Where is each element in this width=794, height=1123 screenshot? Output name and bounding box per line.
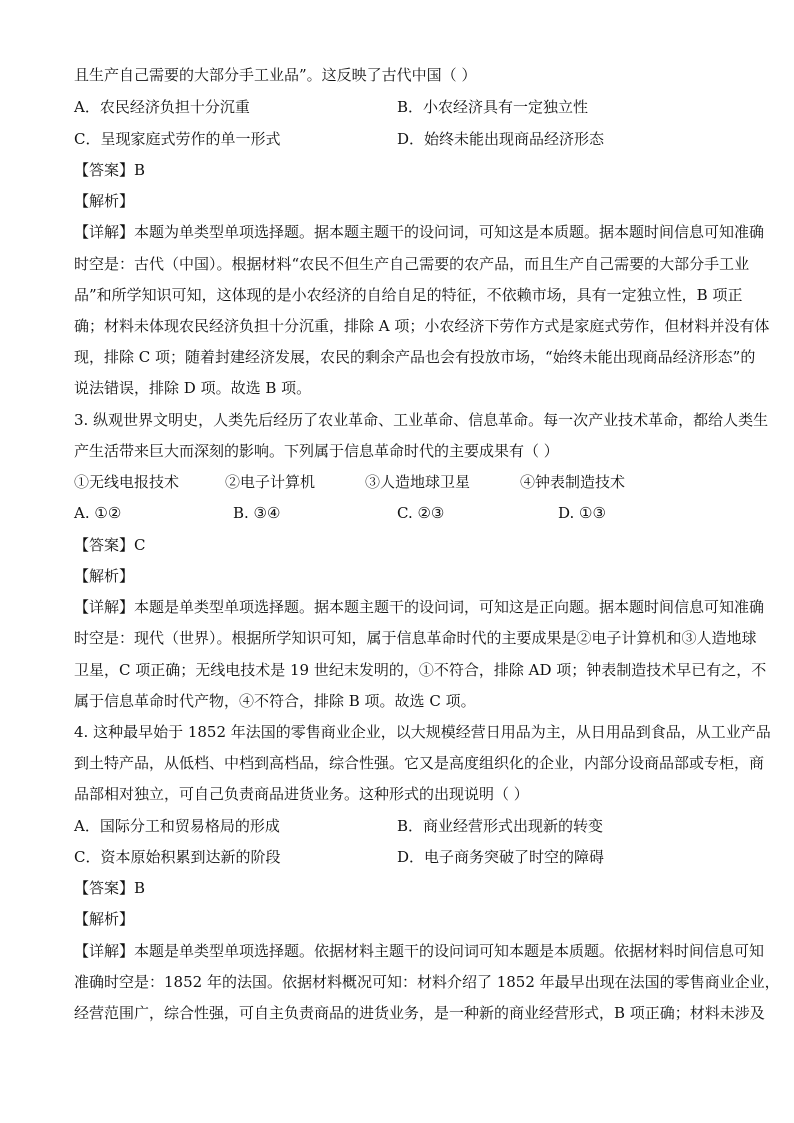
option-b: B. ③④ bbox=[233, 504, 281, 522]
answer-label: 【答案】C bbox=[74, 536, 146, 554]
analysis-label: 【解析】 bbox=[74, 567, 135, 585]
option-c: C．资本原始积累到达新的阶段 bbox=[74, 848, 281, 866]
option-a: A．国际分工和贸易格局的形成 bbox=[74, 817, 280, 835]
detail-line: 卫星，C 项正确；无线电技术是 19 世纪末发明的，①不符合，排除 AD 项；钟表制造技术早已有之，不 bbox=[74, 661, 767, 679]
option-c: C. ②③ bbox=[397, 504, 445, 522]
option-b: B．商业经营形式出现新的转变 bbox=[397, 817, 604, 835]
question-stem-line: 3. 纵观世界文明史，人类先后经历了农业革命、工业革命、信息革命。每一次产业技术革命，都给人类生 bbox=[74, 411, 769, 429]
option-b: B．小农经济具有一定独立性 bbox=[397, 98, 589, 116]
option-d: D. ①③ bbox=[558, 504, 606, 522]
question-stem-line: 4. 这种最早始于 1852 年法国的零售商业企业，以大规模经营日用品为主，从日用品到食品，从工业产品 bbox=[74, 723, 771, 741]
option-a: A. ①② bbox=[74, 504, 122, 522]
option-a: A．农民经济负担十分沉重 bbox=[74, 98, 250, 116]
question-stem-line: 品部相对独立，可自己负责商品进货业务。这种形式的出现说明（ ） bbox=[74, 785, 529, 803]
item-3: ③人造地球卫星 bbox=[365, 473, 471, 491]
item-1: ①无线电报技术 bbox=[74, 473, 180, 491]
option-d: D．电子商务突破了时空的障碍 bbox=[397, 848, 605, 866]
analysis-label: 【解析】 bbox=[74, 192, 135, 210]
answer-label: 【答案】B bbox=[74, 161, 146, 179]
question-stem-line: 到土特产品，从低档、中档到高档品，综合性强。它又是高度组织化的企业，内部分设商品部或专柜，商 bbox=[74, 754, 765, 772]
question-stem-line: 产生活带来巨大而深刻的影响。下列属于信息革命时代的主要成果有（ ） bbox=[74, 442, 559, 460]
detail-line: 【详解】本题是单类型单项选择题。据本题主题干的设问词，可知这是正向题。据本题时间信息可知准确 bbox=[74, 598, 765, 616]
answer-label: 【答案】B bbox=[74, 879, 146, 897]
detail-line: 品”和所学知识可知，这体现的是小农经济的自给自足的特征，不依赖市场，具有一定独立性，B 项正 bbox=[74, 286, 743, 304]
detail-line: 【详解】本题为单类型单项选择题。据本题主题干的设问词，可知这是本质题。据本题时间信息可知准确 bbox=[74, 223, 765, 241]
detail-line: 现，排除 C 项；随着封建经济发展，农民的剩余产品也会有投放市场，“始终未能出现商品经济形态”的 bbox=[74, 348, 756, 366]
item-4: ④钟表制造技术 bbox=[520, 473, 626, 491]
detail-line: 时空是：古代（中国）。根据材料“农民不但生产自己需要的农产品，而且生产自己需要的大部分手工业 bbox=[74, 255, 750, 273]
detail-line: 【详解】本题是单类型单项选择题。依据材料主题干的设问词可知本题是本质题。依据材料时间信息可知 bbox=[74, 942, 765, 960]
detail-line: 准确时空是：1852 年的法国。依据材料概况可知：材料介绍了 1852 年最早出现在法国的零售商业企业， bbox=[74, 973, 780, 991]
detail-line: 说法错误，排除 D 项。故选 B 项。 bbox=[74, 379, 312, 397]
item-2: ②电子计算机 bbox=[225, 473, 316, 491]
analysis-label: 【解析】 bbox=[74, 910, 135, 928]
detail-line: 时空是：现代（世界）。根据所学知识可知，属于信息革命时代的主要成果是②电子计算机和③人造地球 bbox=[74, 629, 757, 647]
option-c: C．呈现家庭式劳作的单一形式 bbox=[74, 130, 281, 148]
question-stem-line: 且生产自己需要的大部分手工业品”。这反映了古代中国（ ） bbox=[74, 66, 477, 84]
detail-line: 属于信息革命时代产物，④不符合，排除 B 项。故选 C 项。 bbox=[74, 692, 476, 710]
detail-line: 确；材料未体现农民经济负担十分沉重，排除 A 项；小农经济下劳作方式是家庭式劳作，但材料并没有体 bbox=[74, 317, 770, 335]
option-d: D．始终未能出现商品经济形态 bbox=[397, 130, 605, 148]
detail-line: 经营范围广，综合性强，可自主负责商品的进货业务，是一种新的商业经营形式，B 项正确；材料未涉及 bbox=[74, 1004, 765, 1022]
